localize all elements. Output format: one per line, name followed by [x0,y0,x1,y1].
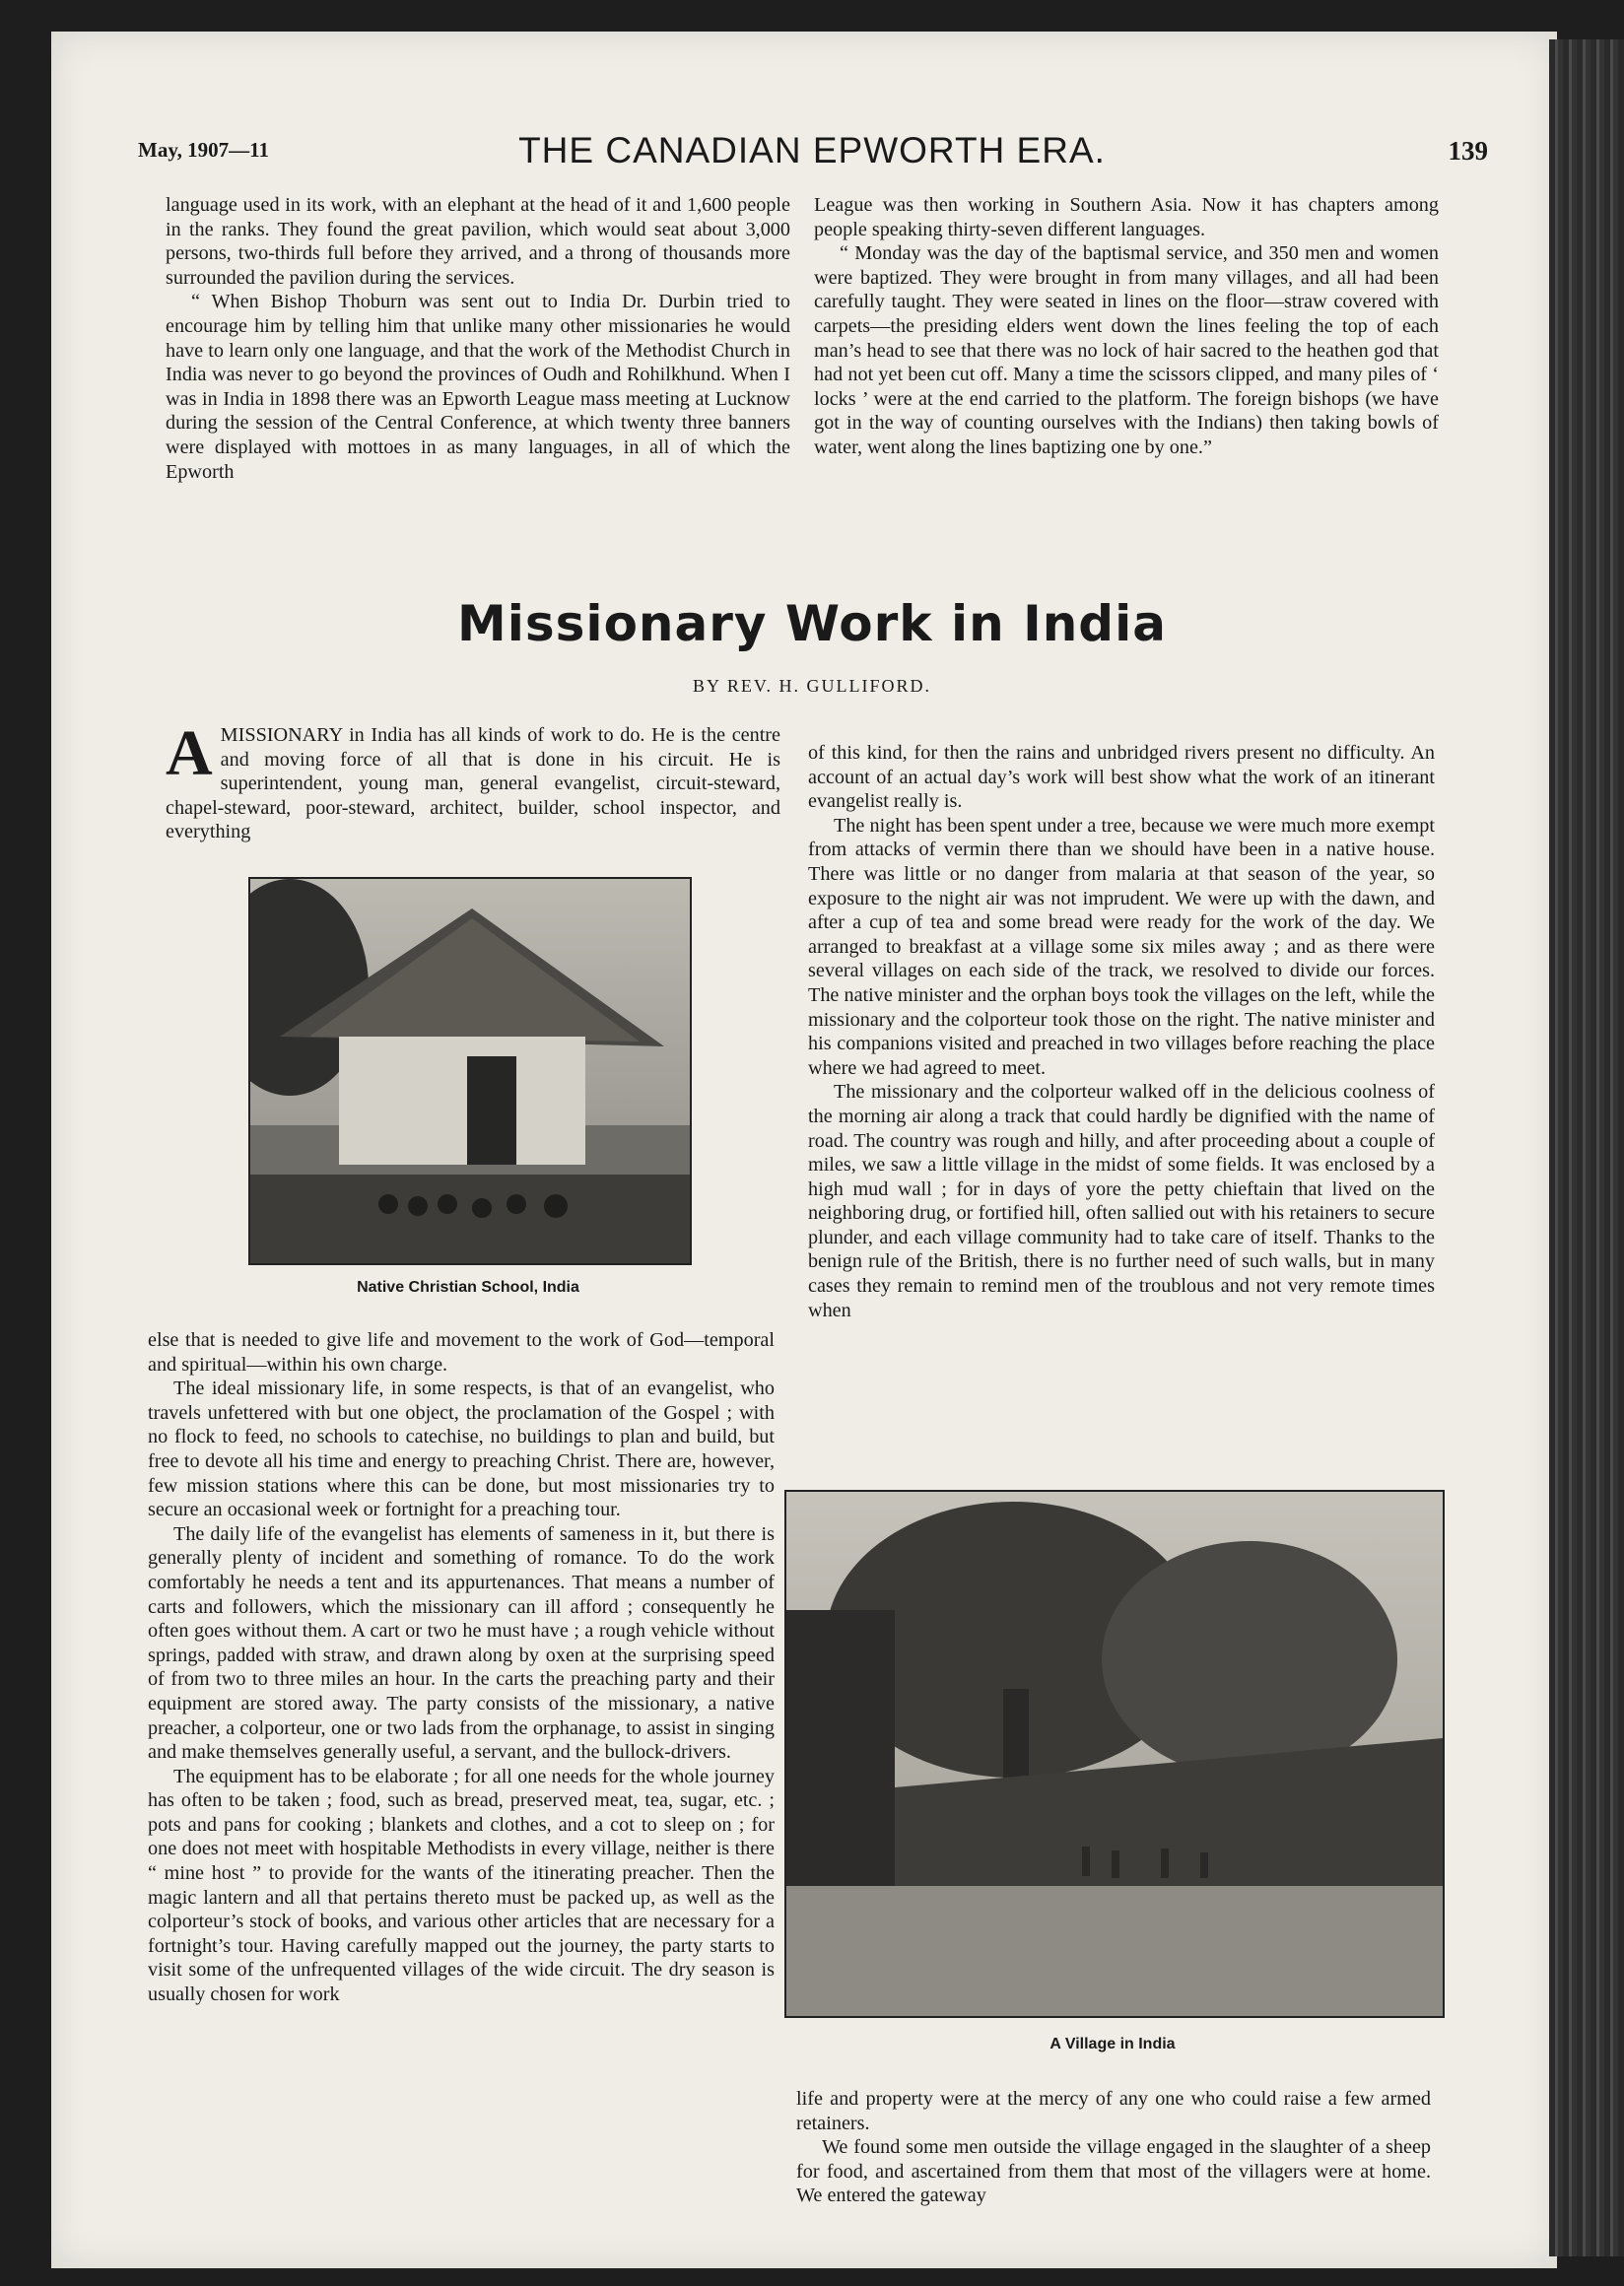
page-number: 139 [1448,136,1488,166]
village-photo [784,1490,1445,2018]
school-photo-caption: Native Christian School, India [357,1279,579,1296]
paragraph: else that is needed to give life and movement to the work of God—temporal and spiritual—within his own charge. [148,1329,775,1376]
issue-date: May, 1907—11 [138,138,270,162]
paragraph: of this kind, for then the rains and unbridged rivers present no difficulty. An account of an actual day’s work will best show what the work of an itinerant evangelist really is. [808,742,1435,813]
top-left-column [166,193,790,484]
paragraph: The equipment has to be elaborate ; for all one needs for the whole journey has often to be taken ; food, such as bread, preserved meat, tea, sugar, etc. ; pots and pans for cooking ; blankets and clothes, and a cot to sleep on ; for one does not meet with hospitable Methodists in every village, neither is there “ mine host ” to provide for the wants of the itinerating preacher. Then the magic lantern and all that pertains thereto must be packed up, as well as the colporteur’s stock of books, and various other articles that are necessary for a fortnight’s tour. Having carefully mapped out the journey, the party starts to visit some of the unfrequented villages of the wide circuit. The dry season is usually chosen for work [148,1765,775,2006]
article-title: Missionary Work in India [457,595,1167,652]
right-column-body [808,741,1435,1322]
drop-cap: A [166,717,213,789]
paragraph: “ When Bishop Thoburn was sent out to India Dr. Durbin tried to encourage him by telling him that unlike many other missionaries he would have to learn only one language, and that the work of the Methodist Church in India was never to go beyond the provinces of Oudh and Rohilkhund. When I was in India in 1898 there was an Epworth League mass meeting at Lucknow during the session of the Central Conference, at which twenty three banners were displayed with mottoes in as many languages, in all of which the Epworth [166,291,790,483]
left-column-body [148,1328,775,2007]
paragraph: The missionary and the colporteur walked off in the delicious coolness of the morning air along a track that could hardly be dignified with the name of road. The country was rough and hilly, and after proceeding about a couple of miles, we saw a little village in the midst of some fields. It was enclosed by a high mud wall ; for in days of yore the petty chieftain that lived on the neighboring drug, or fortified hill, often sallied out with his retainers to secure plunder, and each village community had to take care of itself. Thanks to the benign rule of the British, there is no further need of such walls, but in many cases they remain to remind men of the troublous and not very remote times when [808,1081,1435,1321]
paragraph: League was then working in Southern Asia. Now it has chapters among people speaking thirty-seven different languages. [814,194,1439,240]
paragraph: The ideal missionary life, in some respects, is that of an evangelist, who travels unfettered with but one object, the proclamation of the Gospel ; with no flock to feed, no schools to catechise, no buildings to plan and build, but free to devote all his time and energy to preaching Christ. There are, however, few mission stations where this can be done, but most missionaries try to secure an occasional week or fortnight for a preaching tour. [148,1378,775,1521]
paragraph: We found some men outside the village engaged in the slaughter of a sheep for food, and ascertained from them that most of the villagers were at home. We entered the gateway [796,2136,1431,2207]
top-right-column [814,193,1439,460]
article-byline: BY REV. H. GULLIFORD. [692,676,931,696]
running-header [0,102,1624,171]
village-photo-caption: A Village in India [1049,2036,1176,2052]
paragraph: “ Monday was the day of the baptismal service, and 350 men and women were baptized. They were brought in from many villages, and all had been carefully taught. They were seated in lines on the floor—straw covered with carpets—the presiding elders went down the lines feeling the top of each man’s head to see that there was no lock of hair sacred to the heathen god that had not yet been cut off. Many a time the scissors clipped, and many piles of ‘ locks ’ were at the end carried to the platform. The foreign bishops (we have got in the way of counting ourselves with the Indians) then taking bowls of water, went along the lines baptizing one by one.” [814,242,1439,458]
article-intro [166,717,780,844]
right-column-tail [796,2087,1431,2208]
paragraph: The daily life of the evangelist has elements of sameness in it, but there is generally plenty of incident and something of romance. To do the work comfortably he needs a tent and its appurtenances. That means a number of carts and followers, which the missionary can ill afford ; consequently he often goes without them. A cart or two he must have ; a rough vehicle without springs, padded with straw, and drawn along by oxen at the surprising speed of from two to three miles an hour. In the carts the preaching party and their equipment are stored away. The party consists of the missionary, a native preacher, a colporteur, one or two lads from the orphanage, to assist in singing and make themselves generally useful, a servant, and the bullock-drivers. [148,1522,775,1764]
magazine-title: THE CANADIAN EPWORTH ERA. [518,130,1106,170]
paragraph: language used in its work, with an elephant at the head of it and 1,600 people in the ranks. They found the great pavilion, which would seat about 3,000 persons, two-thirds full before they arrived, and a throng of thousands more surrounded the pavilion during the services. [166,194,790,289]
intro-text: MISSIONARY in India has all kinds of work to do. He is the centre and moving force of all that is done in his circuit. He is superintendent, young man, general evangelist, circuit-steward, chapel-steward, poor-steward, architect, builder, school inspector, and everything [166,724,780,843]
native-school-photo [248,877,692,1265]
paragraph: life and property were at the mercy of any one who could raise a few armed retainers. [796,2088,1431,2134]
book-spine [1549,39,1624,2256]
paragraph: The night has been spent under a tree, because we were much more exempt from attacks of vermin there than we should have been in a native house. There was little or no danger from malaria at that season of the year, so exposure to the night air was not imprudent. We were up with the dawn, and after a cup of tea and some bread were ready for the work of the day. We arranged to breakfast at a village some six miles away ; and as there were several villages on each side of the track, we resolved to divide our forces. The native minister and the orphan boys took the villages on the left, while the missionary and the colporteur took those on the right. The native minister and his companions visited and preached in two villages before reaching the place where we had agreed to meet. [808,814,1435,1079]
